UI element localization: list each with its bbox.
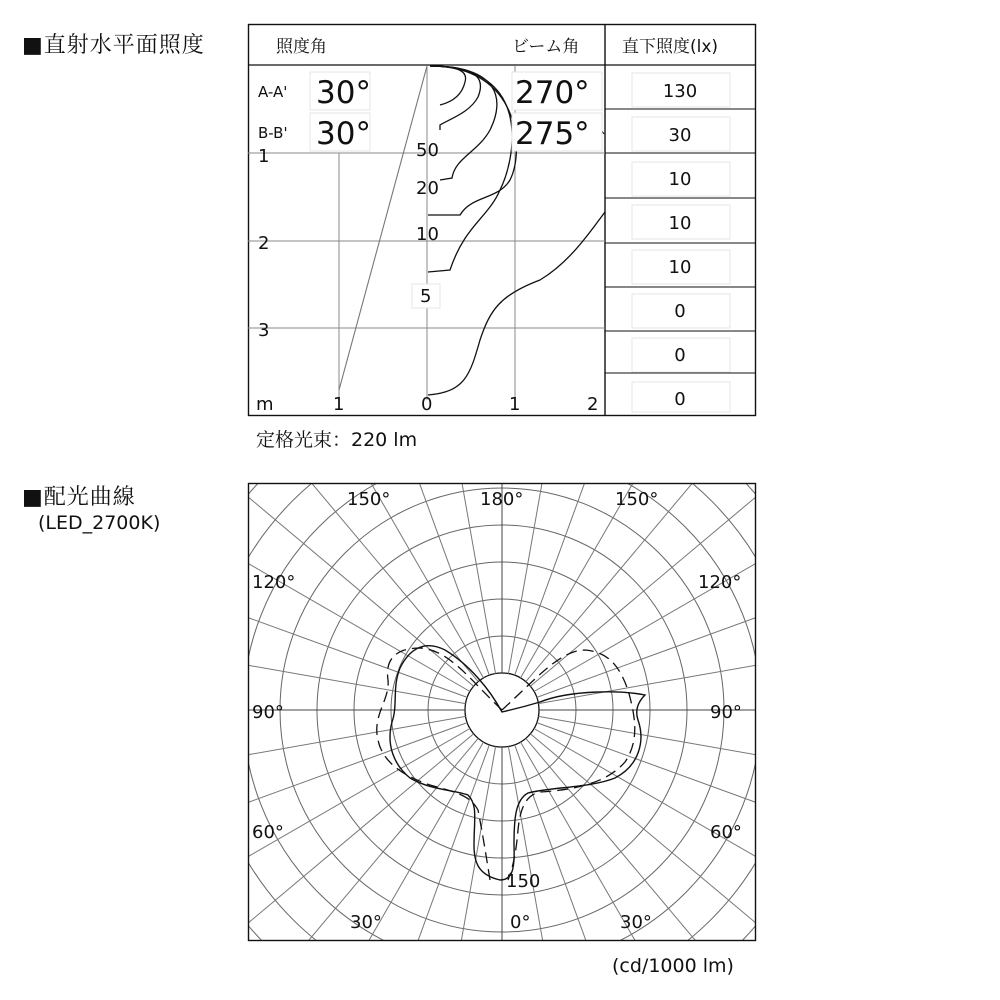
polar-spoke	[538, 716, 895, 779]
contour-label-20: 20	[416, 178, 439, 199]
y-tick-2: 2	[258, 233, 270, 254]
polar-spoke	[365, 745, 489, 1000]
angle-label-60-left: 60°	[252, 822, 284, 843]
scale-label-150: 150	[506, 871, 541, 892]
curve-aa	[390, 646, 645, 880]
x-unit: m	[256, 394, 274, 415]
angle-label-120-left: 120°	[252, 572, 296, 593]
polar-spoke	[196, 734, 474, 967]
lux-value-2: 30	[668, 125, 692, 146]
polar-spoke	[534, 510, 848, 692]
angle-label-0: 0°	[510, 912, 531, 933]
lux-value-6: 0	[674, 301, 686, 322]
angle-label-60-right: 60°	[710, 822, 742, 843]
lux-value-1: 130	[662, 81, 698, 102]
polar-unit: (cd/1000 lm)	[612, 955, 734, 977]
illuminance-title: ■直射水平面照度	[22, 33, 205, 58]
angle-label-150-left: 150°	[347, 489, 391, 510]
polar-spoke	[521, 364, 703, 678]
polar-spoke	[530, 453, 808, 686]
polar-spoke	[245, 404, 478, 682]
y-tick-1: 1	[258, 146, 270, 167]
polar-grid	[102, 310, 902, 1000]
contour-label-5: 5	[420, 286, 432, 307]
row-name-aa: A-A'	[258, 83, 288, 101]
lux-value-5: 10	[668, 257, 692, 278]
polar-spoke	[156, 729, 470, 911]
polar-spoke	[156, 510, 470, 692]
lux-value-7: 0	[674, 345, 686, 366]
angle-label-90-left: 90°	[252, 702, 284, 723]
angle-label-90-right: 90°	[710, 702, 742, 723]
angle-label-150-right: 150°	[615, 489, 659, 510]
x-tick-1-right: 1	[509, 394, 521, 415]
angle-label-30-left: 30°	[350, 912, 382, 933]
distribution-subtitle: (LED_2700K)	[38, 512, 161, 534]
distribution-title: ■配光曲線	[22, 485, 136, 510]
polar-spoke	[526, 404, 759, 682]
polar-spoke	[433, 746, 496, 1000]
polar-spoke	[245, 738, 478, 1000]
polar-spoke	[538, 641, 895, 704]
x-tick-2: 2	[587, 394, 599, 415]
contour-label-50: 50	[416, 140, 439, 161]
row-name-bb: B-B'	[258, 124, 288, 142]
lux-value-3: 10	[668, 169, 692, 190]
illum-angle-aa: 30°	[316, 75, 371, 111]
rated-flux: 定格光束：220 lm	[256, 429, 418, 451]
illum-angle-bb: 30°	[316, 116, 371, 152]
y-tick-3: 3	[258, 320, 270, 341]
polar-spoke	[302, 742, 484, 1000]
angle-label-180: 180°	[480, 489, 524, 510]
angle-label-30-right: 30°	[620, 912, 652, 933]
x-tick-0: 0	[421, 394, 433, 415]
contour-label-10: 10	[416, 224, 439, 245]
angle-label-120-right: 120°	[698, 572, 742, 593]
polar-spoke	[530, 734, 808, 967]
beam-angle-aa: 270°	[515, 75, 590, 111]
polar-spoke	[196, 453, 474, 686]
lux-header: 直下照度(lx)	[622, 37, 719, 57]
lux-value-4: 10	[668, 213, 692, 234]
polar-angle-labels	[252, 489, 742, 933]
polar-spoke	[302, 364, 484, 678]
polar-spoke	[534, 729, 848, 911]
polar-spoke	[108, 641, 465, 704]
x-tick-1-left: 1	[333, 394, 345, 415]
angle-label: 照度角	[276, 37, 327, 57]
beam-angle-bb: 275°	[515, 116, 590, 152]
polar-spoke	[108, 716, 465, 779]
lux-value-8: 0	[674, 389, 686, 410]
beam-label: ビーム角	[512, 37, 580, 57]
